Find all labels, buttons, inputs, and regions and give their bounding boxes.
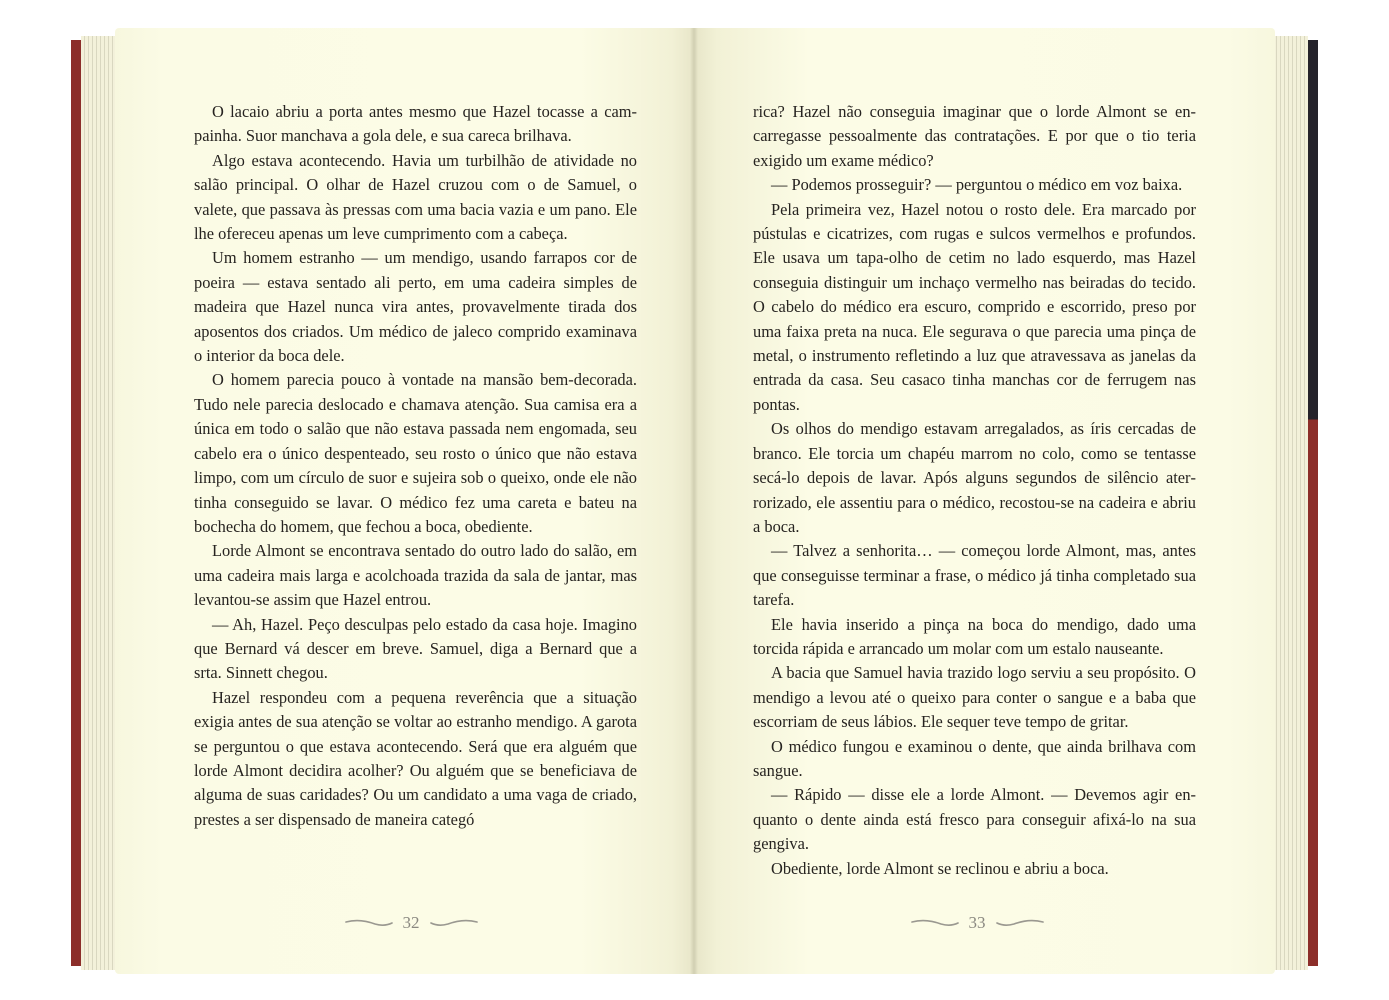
swash-ornament-icon <box>345 917 393 929</box>
left-page-text <box>194 100 637 832</box>
right-page-text <box>753 100 1196 881</box>
paragraph: O médico fungou e examinou o dente, que ainda brilhava com sangue. <box>753 736 1196 780</box>
swash-ornament-icon <box>996 917 1044 929</box>
paragraph: Um homem estranho — um mendigo, usando farrapos cor de poeira — estava sentado ali perto, em uma cadeira simples de madeira que Hazel nunca vira antes, provavelmente tirada dos aposentos dos criados. Um médico de jaleco comprido examinava o interior da boca dele. <box>194 248 637 366</box>
paragraph: Pela primeira vez, Hazel notou o rosto dele. Era marcado por pústulas e cicatrizes, com rugas e sulcos vermelhos e profundos. Ele usava um tapa-olho de cetim no lado esquerdo, mas Hazel conseguia distinguir um inchaço vermelho nas beiradas do tecido. O cabelo do médico era escuro, comprido e escorrido, preso por uma faixa preta na nuca. Ele segurava o que parecia uma pinça de metal, o instrumento refletindo a luz que atravessava as janelas da entrada da casa. Seu casaco tinha manchas cor de ferrugem nas pontas. <box>753 199 1196 414</box>
swash-ornament-icon <box>911 917 959 929</box>
paragraph: — Podemos prosseguir? — perguntou o médico em voz baixa. <box>771 175 1183 195</box>
swash-ornament-icon <box>430 917 478 929</box>
paragraph: Lorde Almont se encontrava sentado do outro lado do salão, em uma cadeira mais larga e acolchoada trazida da sala de jantar, mas levantou-se assim que Hazel entrou. <box>194 541 637 610</box>
left-folio <box>331 909 491 937</box>
paragraph: Hazel respondeu com a pequena reverência que a situação exigia antes de sua atenção se voltar ao estranho mendigo. A garota se perguntou o que estava acontecendo. Será que era alguém que lorde Almont decidira acolher? Ou alguém que se beneficiava de alguma de suas caridades? Ou um candidato a uma vaga de criado, prestes a ser dispensado de maneira categó <box>194 687 637 829</box>
paragraph: A bacia que Samuel havia trazido logo serviu a seu propósito. O mendigo a levou até o queixo para conter o sangue e a baba que escorriam de seus lábios. Ele sequer teve tempo de gritar. <box>753 663 1196 732</box>
page-number: 33 <box>968 913 986 932</box>
paragraph: — Ah, Hazel. Peço desculpas pelo estado da casa hoje. Imagino que Bernard vá descer em breve. Samuel, diga a Bernard que a srta. Sinnett chegou. <box>194 614 637 683</box>
paragraph: Algo estava acontecendo. Havia um turbilhão de atividade no salão principal. O olhar de Hazel cruzou com o de Samuel, o valete, que passava às pressas com uma bacia vazia e um pano. Ele lhe ofereceu apenas um leve cumprimento com a cabeça. <box>194 150 637 244</box>
paragraph: O lacaio abriu a porta antes mesmo que Hazel tocasse a campainha. Suor manchava a gola dele, e sua careca brilhava. <box>194 102 637 146</box>
paragraph: — Rápido — disse ele a lorde Almont. — Devemos agir enquanto o dente ainda está fresco para conseguir afixá-lo na sua gengiva. <box>753 785 1196 854</box>
book-gutter <box>690 28 698 974</box>
paragraph: O homem parecia pouco à vontade na mansão bem-decorada. Tudo nele parecia deslocado e chamava atenção. Sua camisa era a única em todo o salão que não estava passada nem engomada, seu cabelo era o único despenteado, seu rosto o único que não estava limpo, com um círculo de suor e sujeira sob o queixo, onde ele não tinha conseguido se lavar. O médico fez uma careta e bateu na bochecha do homem, que fechou a boca, obediente. <box>194 370 637 536</box>
paragraph: rica? Hazel não conseguia imaginar que o lorde Almont se encarregasse pessoalmente das contratações. E por que o tio teria exigido um exame médico? <box>753 102 1196 170</box>
right-folio <box>897 909 1057 937</box>
page-number: 32 <box>402 913 420 932</box>
right-page-stack <box>1270 36 1308 970</box>
paragraph: — Talvez a senhorita… — começou lorde Almont, mas, antes que conseguisse terminar a frase, o médico já tinha completado sua tarefa. <box>753 541 1196 610</box>
paragraph: Os olhos do mendigo estavam arregalados, as íris cercadas de branco. Ele torcia um chapéu marrom no colo, como se tentasse secá-lo depois de lavar. Após alguns segundos de silêncio aterrorizado, ele assentiu para o médico, recostou-se na cadeira e abriu a boca. <box>753 419 1196 536</box>
paragraph: Ele havia inserido a pinça na boca do mendigo, dado uma torcida rápida e arrancado um molar com um estalo nauseante. <box>753 614 1196 658</box>
right-cover-edge <box>1307 40 1318 966</box>
paragraph: Obediente, lorde Almont se reclinou e abriu a boca. <box>771 858 1109 878</box>
